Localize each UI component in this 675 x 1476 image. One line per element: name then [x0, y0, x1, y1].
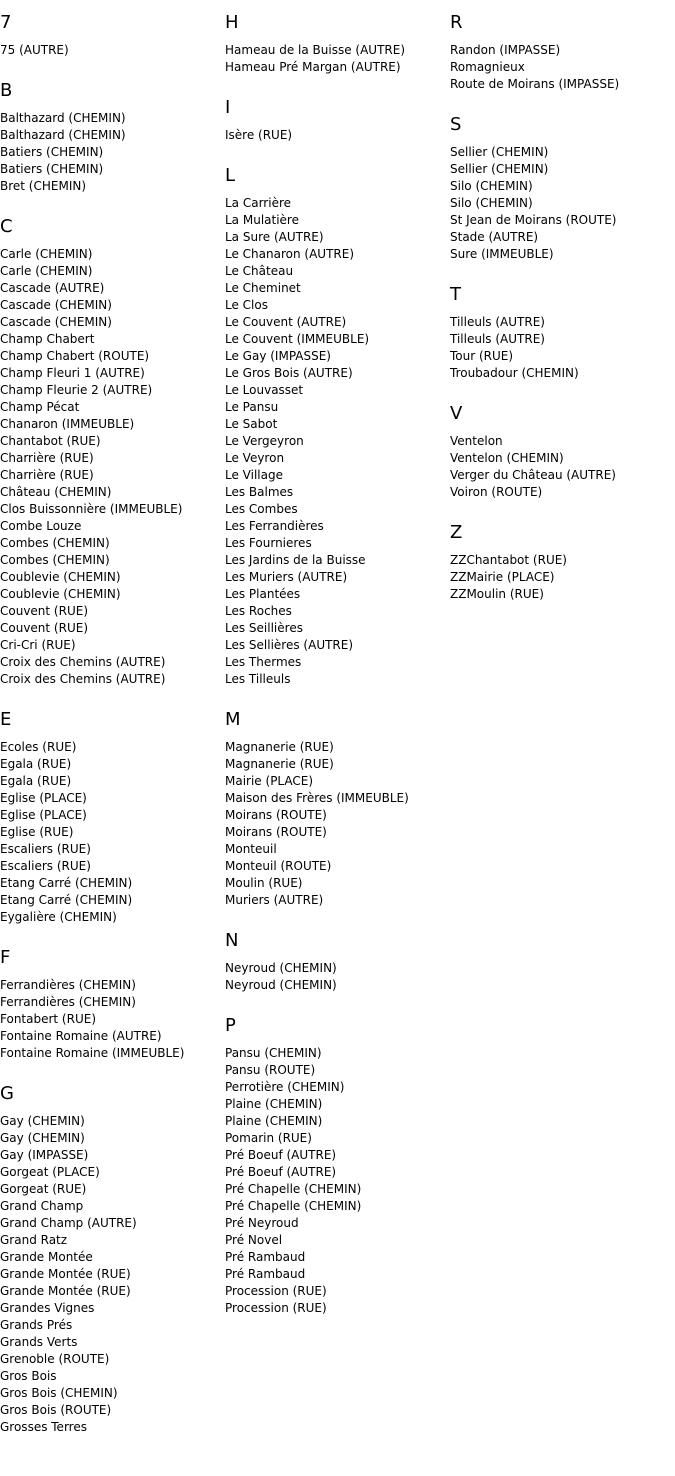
street-name: Route de Moirans (IMPASSE) [450, 77, 620, 91]
street-name: Fontabert (RUE) [0, 1012, 96, 1026]
street-name: Sellier (CHEMIN) [450, 162, 549, 176]
street-name: Les Thermes [225, 655, 302, 669]
street-name: Eglise (PLACE) [0, 808, 87, 822]
street-name: Grande Montée [0, 1250, 93, 1264]
street-name: Le Château [225, 264, 294, 278]
street-name: Ferrandières (CHEMIN) [0, 978, 136, 992]
street-name: Les Fournieres [225, 536, 312, 550]
group-letter-heading: B [0, 80, 13, 101]
street-name: Bret (CHEMIN) [0, 179, 87, 193]
street-name: Verger du Château (AUTRE) [450, 468, 616, 482]
street-name: Clos Buissonnière (IMMEUBLE) [0, 502, 183, 516]
group-letter-heading: H [225, 12, 239, 33]
street-name: Balthazard (CHEMIN) [0, 111, 126, 125]
street-name: Cascade (AUTRE) [0, 281, 105, 295]
street-name: Eglise (RUE) [0, 825, 74, 839]
street-name: Grandes Vignes [0, 1301, 95, 1315]
street-list [0, 110, 222, 195]
street-index-column-2 [225, 12, 447, 1338]
street-name: Le Clos [225, 298, 268, 312]
street-name: Ecoles (RUE) [0, 740, 77, 754]
street-name: Couvent (RUE) [0, 621, 89, 635]
street-name: Coublevie (CHEMIN) [0, 570, 121, 584]
street-name: Pré Novel [225, 1233, 283, 1247]
street-name: Plaine (CHEMIN) [225, 1097, 323, 1111]
street-name: ZZChantabot (RUE) [450, 553, 567, 567]
street-name: Les Combes [225, 502, 298, 516]
street-name: Pré Boeuf (AUTRE) [225, 1165, 337, 1179]
street-name: Romagnieux [450, 60, 525, 74]
street-name: Maison des Frères (IMMEUBLE) [225, 791, 409, 805]
street-name: Pré Neyroud [225, 1216, 299, 1230]
street-list [450, 314, 672, 382]
street-name: Le Louvasset [225, 383, 304, 397]
group-letter-heading: 7 [0, 12, 12, 33]
street-list [450, 552, 672, 603]
street-name: ZZMoulin (RUE) [450, 587, 544, 601]
street-name: Moirans (ROUTE) [225, 825, 327, 839]
street-name: Hameau Pré Margan (AUTRE) [225, 60, 401, 74]
street-name: Cascade (CHEMIN) [0, 315, 112, 329]
street-name: Le Pansu [225, 400, 279, 414]
street-name: Fontaine Romaine (IMMEUBLE) [0, 1046, 185, 1060]
street-name: Les Balmes [225, 485, 294, 499]
letter-group [0, 709, 222, 926]
group-letter-heading: L [225, 165, 236, 186]
group-letter-heading: E [0, 709, 12, 730]
street-name: Gorgeat (RUE) [0, 1182, 87, 1196]
street-name: Sure (IMMEUBLE) [450, 247, 554, 261]
street-name: Neyroud (CHEMIN) [225, 978, 337, 992]
street-index-column-1 [0, 12, 222, 1457]
street-name: ZZMairie (PLACE) [450, 570, 555, 584]
street-name: Champ Chabert [0, 332, 95, 346]
street-list [0, 246, 222, 688]
street-name: Pré Rambaud [225, 1267, 306, 1281]
street-name: Grande Montée (RUE) [0, 1267, 131, 1281]
letter-group [0, 12, 222, 59]
street-name: Le Chanaron (AUTRE) [225, 247, 355, 261]
street-name: Pansu (ROUTE) [225, 1063, 316, 1077]
street-name: Le Sabot [225, 417, 278, 431]
street-list [450, 42, 672, 93]
street-list [0, 1113, 222, 1436]
street-name: Carle (CHEMIN) [0, 247, 93, 261]
street-list [450, 144, 672, 263]
street-name: Grosses Terres [0, 1420, 87, 1434]
street-name: Coublevie (CHEMIN) [0, 587, 121, 601]
street-name: Grande Montée (RUE) [0, 1284, 131, 1298]
letter-group [450, 403, 672, 501]
street-name: Croix des Chemins (AUTRE) [0, 655, 166, 669]
street-list [225, 960, 447, 994]
street-name: Les Jardins de la Buisse [225, 553, 366, 567]
street-name: Isère (RUE) [225, 128, 293, 142]
street-list [225, 1045, 447, 1317]
street-name: Ferrandières (CHEMIN) [0, 995, 136, 1009]
street-name: Monteuil (ROUTE) [225, 859, 332, 873]
letter-group [0, 1083, 222, 1436]
street-list [225, 739, 447, 909]
street-name: Le Cheminet [225, 281, 301, 295]
street-name: Escaliers (RUE) [0, 859, 91, 873]
street-name: Magnanerie (RUE) [225, 757, 334, 771]
letter-group [0, 947, 222, 1062]
street-name: 75 (AUTRE) [0, 43, 69, 57]
street-name: Les Muriers (AUTRE) [225, 570, 348, 584]
letter-group [0, 216, 222, 688]
street-name: Etang Carré (CHEMIN) [0, 893, 133, 907]
street-name: Le Couvent (AUTRE) [225, 315, 347, 329]
group-letter-heading: S [450, 114, 462, 135]
street-name: Le Gros Bois (AUTRE) [225, 366, 353, 380]
street-name: Moulin (RUE) [225, 876, 303, 890]
group-letter-heading: T [450, 284, 461, 305]
group-letter-heading: F [0, 947, 11, 968]
street-name: Grenoble (ROUTE) [0, 1352, 110, 1366]
street-name: Ventelon (CHEMIN) [450, 451, 564, 465]
street-name: Charrière (RUE) [0, 451, 94, 465]
street-index-column-3 [450, 12, 672, 624]
street-name: Croix des Chemins (AUTRE) [0, 672, 166, 686]
letter-group [225, 165, 447, 688]
street-name: Neyroud (CHEMIN) [225, 961, 337, 975]
group-letter-heading: I [225, 97, 231, 118]
street-name: Mairie (PLACE) [225, 774, 314, 788]
street-name: Les Roches [225, 604, 292, 618]
letter-group [450, 114, 672, 263]
group-letter-heading: P [225, 1015, 236, 1036]
street-name: Grand Ratz [0, 1233, 68, 1247]
street-name: Escaliers (RUE) [0, 842, 91, 856]
street-list [0, 739, 222, 926]
street-name: Les Sellières (AUTRE) [225, 638, 354, 652]
street-name: Gay (CHEMIN) [0, 1131, 85, 1145]
street-list [225, 42, 447, 76]
letter-group [225, 709, 447, 909]
street-name: Pansu (CHEMIN) [225, 1046, 322, 1060]
street-name: Carle (CHEMIN) [0, 264, 93, 278]
group-letter-heading: G [0, 1083, 14, 1104]
street-name: Voiron (ROUTE) [450, 485, 543, 499]
group-letter-heading: V [450, 403, 463, 424]
street-name: Pré Boeuf (AUTRE) [225, 1148, 337, 1162]
street-name: Château (CHEMIN) [0, 485, 112, 499]
street-name: La Sure (AUTRE) [225, 230, 324, 244]
letter-group [0, 80, 222, 195]
street-name: Les Ferrandières [225, 519, 324, 533]
street-name: Hameau de la Buisse (AUTRE) [225, 43, 406, 57]
street-name: Tilleuls (AUTRE) [450, 332, 545, 346]
letter-group [450, 284, 672, 382]
street-name: Les Tilleuls [225, 672, 291, 686]
street-name: Champ Fleurie 2 (AUTRE) [0, 383, 153, 397]
street-name: Grands Verts [0, 1335, 78, 1349]
street-name: Egala (RUE) [0, 757, 72, 771]
street-name: Grands Prés [0, 1318, 73, 1332]
street-name: Pré Chapelle (CHEMIN) [225, 1182, 362, 1196]
street-name: Troubadour (CHEMIN) [450, 366, 579, 380]
street-name: Le Gay (IMPASSE) [225, 349, 331, 363]
street-name: Grand Champ (AUTRE) [0, 1216, 137, 1230]
street-name: St Jean de Moirans (ROUTE) [450, 213, 617, 227]
street-name: Magnanerie (RUE) [225, 740, 334, 754]
street-name: Gros Bois (ROUTE) [0, 1403, 112, 1417]
letter-group [225, 1015, 447, 1317]
street-name: Eglise (PLACE) [0, 791, 87, 805]
street-name: Eygalière (CHEMIN) [0, 910, 117, 924]
street-name: Randon (IMPASSE) [450, 43, 561, 57]
street-name: Le Veyron [225, 451, 285, 465]
street-name: Muriers (AUTRE) [225, 893, 324, 907]
street-name: Gay (IMPASSE) [0, 1148, 89, 1162]
street-name: La Mulatière [225, 213, 299, 227]
street-name: Gros Bois [0, 1369, 57, 1383]
street-name: Combes (CHEMIN) [0, 536, 110, 550]
street-name: Gros Bois (CHEMIN) [0, 1386, 118, 1400]
street-name: Couvent (RUE) [0, 604, 89, 618]
street-name: Pré Rambaud [225, 1250, 306, 1264]
letter-group [225, 12, 447, 76]
street-name: Sellier (CHEMIN) [450, 145, 549, 159]
street-name: Silo (CHEMIN) [450, 179, 533, 193]
street-name: Monteuil [225, 842, 277, 856]
street-name: Moirans (ROUTE) [225, 808, 327, 822]
street-name: Le Village [225, 468, 283, 482]
street-name: Chantabot (RUE) [0, 434, 101, 448]
street-name: Egala (RUE) [0, 774, 72, 788]
street-name: Les Plantées [225, 587, 301, 601]
street-list [225, 195, 447, 688]
street-name: Gay (CHEMIN) [0, 1114, 85, 1128]
street-name: Balthazard (CHEMIN) [0, 128, 126, 142]
street-name: Grand Champ [0, 1199, 84, 1213]
street-list [0, 42, 222, 59]
street-name: Stade (AUTRE) [450, 230, 539, 244]
street-name: Batiers (CHEMIN) [0, 145, 104, 159]
street-name: Cascade (CHEMIN) [0, 298, 112, 312]
street-name: Champ Pécat [0, 400, 80, 414]
street-name: Tour (RUE) [450, 349, 514, 363]
street-name: Procession (RUE) [225, 1284, 327, 1298]
street-name: La Carrière [225, 196, 292, 210]
street-name: Plaine (CHEMIN) [225, 1114, 323, 1128]
street-name: Charrière (RUE) [0, 468, 94, 482]
street-name: Le Vergeyron [225, 434, 304, 448]
letter-group [450, 522, 672, 603]
street-name: Procession (RUE) [225, 1301, 327, 1315]
street-name: Champ Fleuri 1 (AUTRE) [0, 366, 145, 380]
street-name: Tilleuls (AUTRE) [450, 315, 545, 329]
letter-group [225, 97, 447, 144]
street-name: Gorgeat (PLACE) [0, 1165, 100, 1179]
street-name: Ventelon [450, 434, 503, 448]
group-letter-heading: R [450, 12, 463, 33]
letter-group [225, 930, 447, 994]
street-name: Cri-Cri (RUE) [0, 638, 76, 652]
street-name: Combes (CHEMIN) [0, 553, 110, 567]
street-list [225, 127, 447, 144]
letter-group [450, 12, 672, 93]
street-name: Fontaine Romaine (AUTRE) [0, 1029, 162, 1043]
street-name: Pré Chapelle (CHEMIN) [225, 1199, 362, 1213]
street-list [450, 433, 672, 501]
street-name: Les Seillières [225, 621, 303, 635]
street-list [0, 977, 222, 1062]
street-name: Pomarin (RUE) [225, 1131, 312, 1145]
group-letter-heading: C [0, 216, 13, 237]
street-name: Le Couvent (IMMEUBLE) [225, 332, 370, 346]
street-name: Batiers (CHEMIN) [0, 162, 104, 176]
street-name: Perrotière (CHEMIN) [225, 1080, 345, 1094]
street-name: Silo (CHEMIN) [450, 196, 533, 210]
street-name: Combe Louze [0, 519, 82, 533]
street-name: Champ Chabert (ROUTE) [0, 349, 150, 363]
street-name: Etang Carré (CHEMIN) [0, 876, 133, 890]
group-letter-heading: M [225, 709, 241, 730]
street-name: Chanaron (IMMEUBLE) [0, 417, 135, 431]
group-letter-heading: N [225, 930, 239, 951]
group-letter-heading: Z [450, 522, 463, 543]
